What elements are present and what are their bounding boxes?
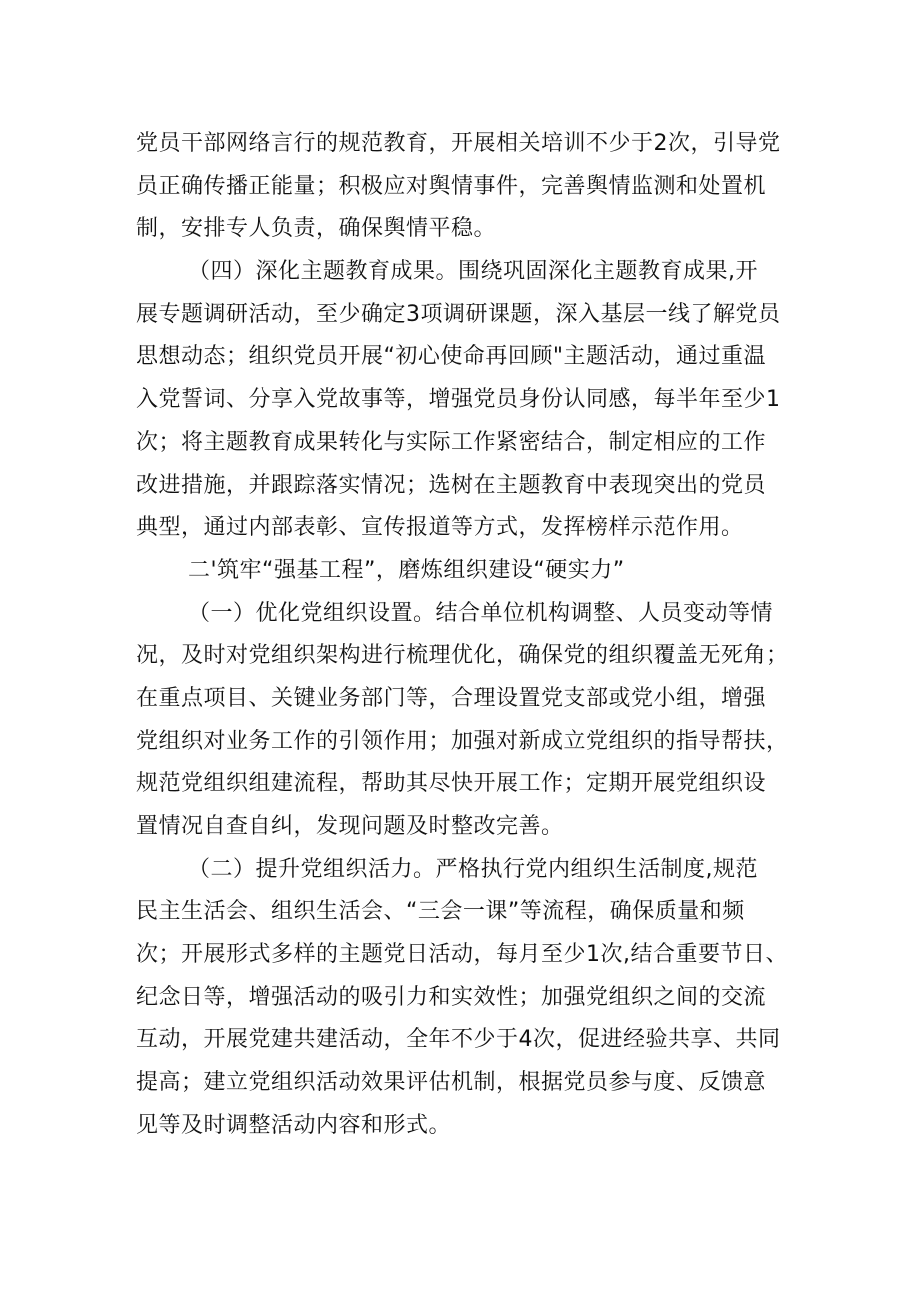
- text-line: 在重点项目、关键业务部门等，合理设置党支部或党小组，增强: [136, 685, 767, 711]
- text-line: 改进措施，并跟踪落实情况；选树在主题教育中表现突出的党员: [136, 472, 767, 498]
- text-line: 入党誓词、分享入党故事等，增强党员身份认同感，每半年至少1: [136, 387, 781, 413]
- text-line: 思想动态；组织党员开展“初心使命再回顾"主题活动，通过重温: [136, 344, 767, 370]
- text-line: 提高；建立党组织活动效果评估机制，根据党员参与度、反馈意: [136, 1070, 767, 1096]
- section-heading-line: （一）优化党组织设置。结合单位机构调整、人员变动等情: [188, 600, 774, 626]
- text-line: 互动，开展党建共建活动，全年不少于4次，促进经验共享、共同: [136, 1027, 781, 1053]
- text-line: 况，及时对党组织架构进行梳理优化，确保党的组织覆盖无死角；: [136, 643, 789, 669]
- text-line: 典型，通过内部表彰、宣传报道等方式，发挥榜样示范作用。: [136, 515, 744, 541]
- text-line: 纪念日等，增强活动的吸引力和实效性；加强党组织之间的交流: [136, 984, 767, 1010]
- text-line: 置情况自查自纠，发现问题及时整改完善。: [136, 814, 564, 839]
- text-line: 党组织对业务工作的引领作用；加强对新成立党组织的指导帮扶，: [136, 728, 789, 754]
- text-line: 次；开展形式多样的主题党日活动，每月至少1次,结合重要节日、: [136, 942, 788, 968]
- text-line: 员正确传播正能量；积极应对舆情事件，完善舆情监测和处置机: [136, 173, 767, 199]
- text-line: 展专题调研活动，至少确定3项调研课题，深入基层一线了解党员: [136, 301, 781, 327]
- document-body: [136, 123, 796, 1148]
- text-line: 党员干部网络言行的规范教育，开展相关培训不少于2次，引导党: [136, 131, 781, 156]
- text-line: 次；将主题教育成果转化与实际工作紧密结合，制定相应的工作: [136, 429, 767, 455]
- chapter-heading-line: 二'筑牢“强基工程”，磨炼组织建设“硬实力”: [188, 557, 625, 583]
- text-line: 制，安排专人负责，确保舆情平稳。: [136, 216, 497, 242]
- text-line: 民主生活会、组织生活会、“三会一课”等流程，确保质量和频: [136, 899, 745, 925]
- text-line: 见等及时调整活动内容和形式。: [136, 1112, 452, 1138]
- section-heading-line: （二）提升党组织活力。严格执行党内组织生活制度,规范: [188, 856, 758, 882]
- section-heading-line: （四）深化主题教育成果。围绕巩固深化主题教育成果,开: [188, 259, 758, 285]
- text-line: 规范党组织组建流程，帮助其尽快开展工作；定期开展党组织设: [136, 771, 767, 797]
